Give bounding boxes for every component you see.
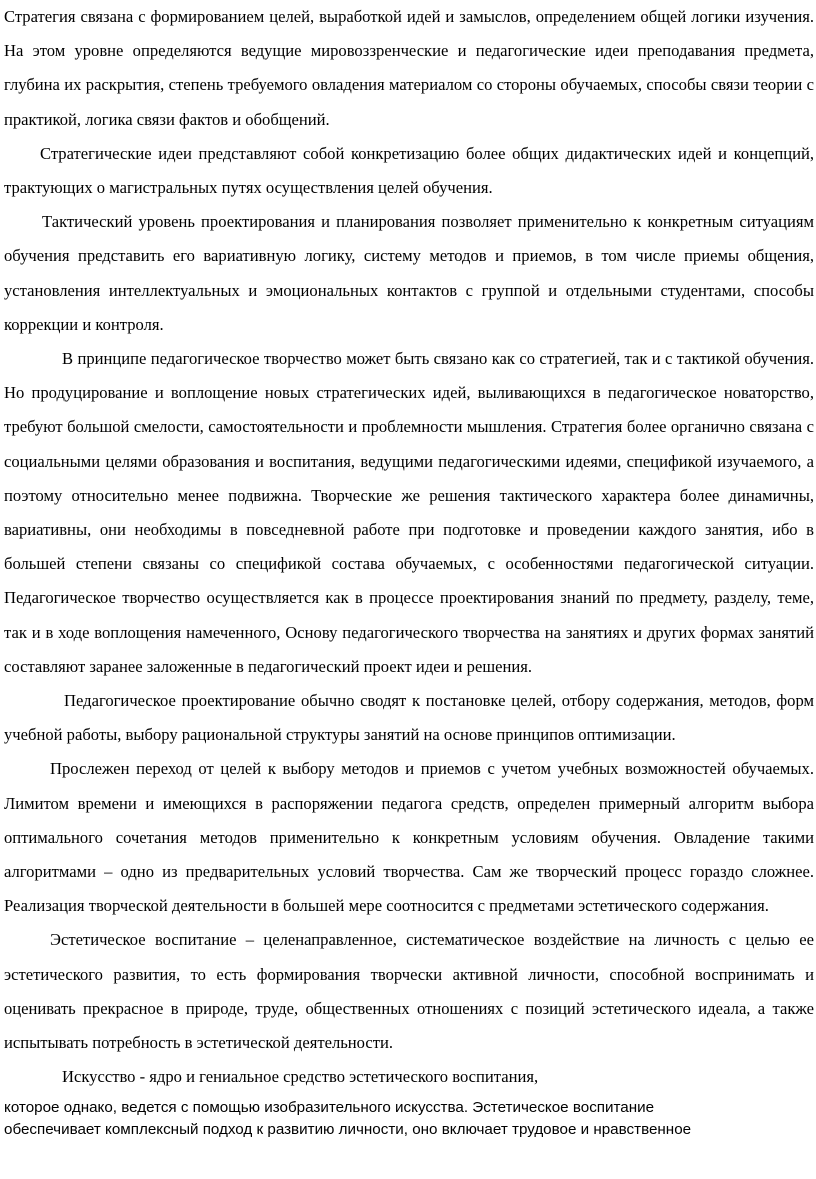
tail-line: которое однако, ведется с помощью изобразительного искусства. Эстетическое воспитание xyxy=(4,1098,655,1116)
paragraph-transition: Прослежен переход от целей к выбору методов и приемов с учетом учебных возможностей обучаемых. Лимитом времени и имеющихся в распоряжении педагога средств, определен примерный алгоритм выбора оптимального сочетания методов применительно к конкретным условиям обучения. Овладение такими алгоритмами – одно из предварительных условий творчества. Сам же творческий процесс гораздо сложнее. Реализация творческой деятельности в большей мере соотносится с предметами эстетического содержания. xyxy=(4,759,814,916)
paragraph-art: Искусство - ядро и гениальное средство эстетического воспитания, xyxy=(62,1067,539,1087)
paragraph-strategic-ideas: Стратегические идеи представляют собой конкретизацию более общих дидактических идей и концепций, трактующих о магистральных путях осуществления целей обучения. xyxy=(4,143,814,198)
paragraph-pedagogical-creativity: В принципе педагогическое творчество может быть связано как со стратегией, так и с тактикой обучения. Но продуцирование и воплощение новых стратегических идей, выливающихся в педагогическое новаторство, требуют большой смелости, самостоятельности и проблемности мышления. Стратегия более органично связана с социальными целями образования и воспитания, ведущими педагогическими идеями, спецификой изучаемого, а поэтому относительно менее подвижна. Творческие же решения тактического характера более динамичны, вариативны, они необходимы в повседневной работе при подготовке и проведении каждого занятия, ибо в большей степени связаны со спецификой состава обучаемых, с особенностями педагогической ситуации. Педагогическое творчество осуществляется как в процессе проектирования знаний по предмету, разделу, теме, так и в ходе воплощения намеченного, Основу педагогического творчества на занятиях и других формах занятий составляют заранее заложенные в педагогический проект идеи и решения. xyxy=(4,349,814,676)
paragraph-strategy: Стратегия связана с формированием целей, выработкой идей и замыслов, определением общей логики изучения. На этом уровне определяются ведущие мировоззренческие и педагогические идеи преподавания предмета, глубина их раскрытия, степень требуемого овладения материалом со стороны обучаемых, способы связи теории с практикой, логика связи фактов и обобщений. xyxy=(4,7,814,129)
tail-line: обеспечивает комплексный подход к развитию личности, оно включает трудовое и нравственное xyxy=(4,1120,692,1138)
paragraph-tactical-level: Тактический уровень проектирования и планирования позволяет применительно к конкретным ситуациям обучения представить его вариативную логику, систему методов и приемов, в том числе приемы общения, установления интеллектуальных и эмоциональных контактов с группой и отдельными студентами, способы коррекции и контроля. xyxy=(4,212,814,334)
paragraph-pedagogical-design: Педагогическое проектирование обычно сводят к постановке целей, отбору содержания, методов, форм учебной работы, выбору рациональной структуры занятий на основе принципов оптимизации. xyxy=(4,691,814,745)
document-page xyxy=(4,0,814,1141)
paragraph-aesthetic-education: Эстетическое воспитание – целенаправленное, систематическое воздействие на личность с целью ее эстетического развития, то есть формирования творчески активной личности, способной воспринимать и оценивать прекрасное в природе, труде, общественных отношениях с позиций эстетического идеала, а также испытывать потребность в эстетической деятельности. xyxy=(4,930,814,1053)
